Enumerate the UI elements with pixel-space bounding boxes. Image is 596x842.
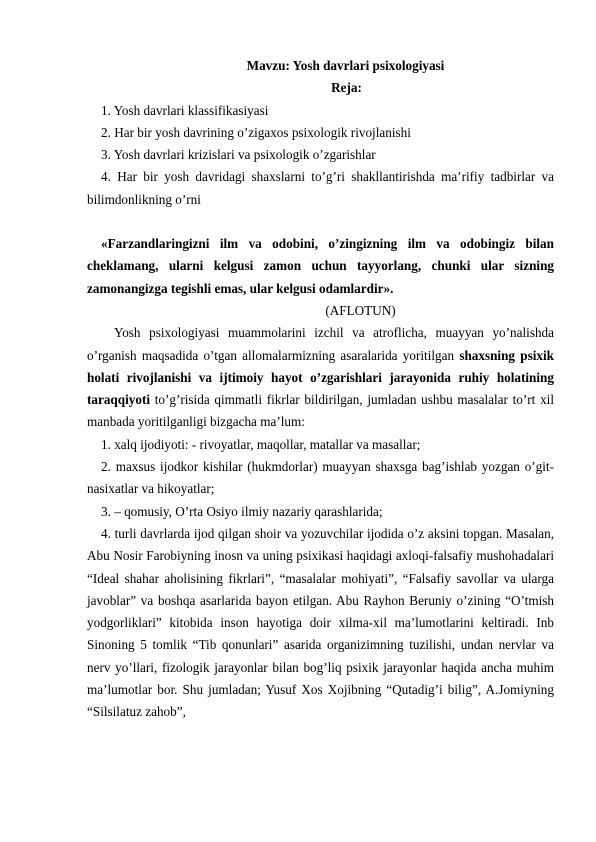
sources-list <box>87 434 554 724</box>
plan-item-2: 2. Har bir yosh davrining o’zigaxos psixologik rivojlanishi <box>101 124 411 140</box>
plan-item-4: 4. Har bir yosh davridagi shaxslarni to’g’ri shakllantirishda ma’rifiy tadbirlar va bilimdonlikning o’rni <box>87 169 554 207</box>
plan-list <box>87 100 554 211</box>
intro-text-1: Yosh psixologiyasi muammolarini izchil va atroflicha, muayyan yo’nalishda o’rganish maqsadida o’tgan allomalarmizning asaralarida yoritilgan <box>87 325 554 363</box>
document-page <box>87 55 554 724</box>
document-title: Mavzu: Yosh davrlari psixologiyasi <box>246 58 445 73</box>
epigraph-author: (AFLOTUN) <box>325 302 396 318</box>
plan-item-1: 1. Yosh davrlari klassifikasiyasi <box>101 102 269 118</box>
source-item-2: 2. maxsus ijodkor kishilar (hukmdorlar) muayyan shaxsga bag’ishlab yozgan o’git- nasixatlar va hikoyatlar; <box>87 459 554 497</box>
plan-item-3: 3. Yosh davrlari krizislari va psixologik o’zgarishlar <box>101 147 376 163</box>
plan-heading: Reja: <box>331 80 362 96</box>
intro-bold-text: shaxsning psixik holati rivojlanishi va ijtimoiy hayot o’zgarishlari jarayonida ruhiy holatining taraqqiyoti <box>87 347 554 408</box>
intro-text-2: to’g’risida qimmatli fikrlar bildirilgan, jumladan ushbu masalalar to’rt xil manbada yoritilganligi bizgacha ma’lum: <box>87 392 554 430</box>
source-item-1: 1. xalq ijodiyoti: - rivoyatlar, maqollar, matallar va masallar; <box>101 436 421 452</box>
intro-paragraph <box>87 322 554 433</box>
source-item-3: 3. – qomusiy, O’rta Osiyo ilmiy nazariy qarashlarida; <box>101 503 383 519</box>
epigraph-quote: «Farzandlaringizni ilm va odobini, o’zingizning ilm va odobingiz bilan cheklamang, ularni kelgusi zamon uchun tayyorlang, chunki ular sizning zamonangizga tegishli emas, ular kelgusi odamlardir». <box>87 236 554 296</box>
source-item-4: 4. turli davrlarda ijod qilgan shoir va yozuvchilar ijodida o’z aksini topgan. Masalan, Abu Nosir Farobiyning inosn va uning psixikasi haqidagi axloqi-falsafiy mushohadalari “Ideal shahar aholisining fikrlari”, “masalalar mohiyati”, “Falsafiy savollar va ularga javoblar” va boshqa asarlarida bayon etilgan. Abu Rayhon Beruniy o’zining “O’tmish yodgorliklari” kitobida inson hayotiga doir xilma-xil ma’lumotlarini keltiradi. Inb Sinoning 5 tomlik “Tib qonunlari” asarida organizimning tuzilishi, undan nervlar va nerv yo’llari, fizologik jarayonlar bilan bog’liq psixik jarayonlar haqida ancha muhim ma’lumotlar bor. Shu jumladan; Yusuf Xos Xojibning “Qutadig’i bilig”, A.Jomiyning “Silsilatuz zahob”, <box>87 525 554 720</box>
spacer <box>87 211 554 233</box>
